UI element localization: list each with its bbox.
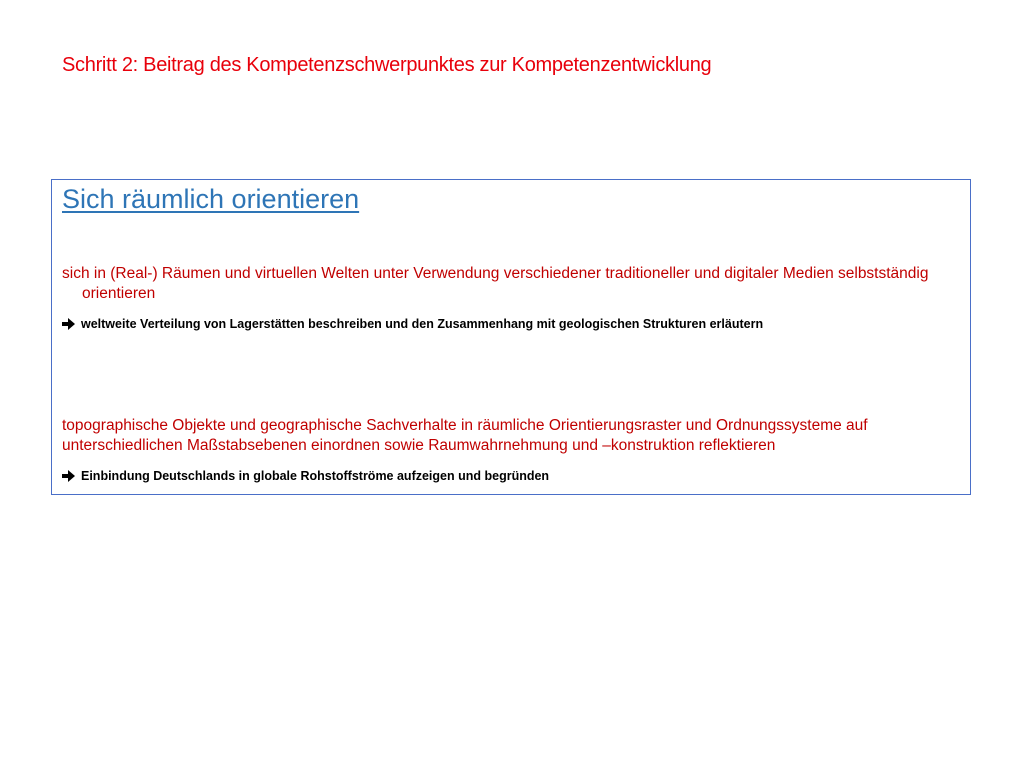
- slide-title: Schritt 2: Beitrag des Kompetenzschwerpunktes zur Kompetenzentwicklung: [62, 54, 712, 76]
- box-heading: Sich räumlich orientieren: [62, 184, 360, 214]
- bullet-text-2: Einbindung Deutschlands in globale Rohstoffströme aufzeigen und begründen: [81, 469, 550, 483]
- competence-description-1: sich in (Real-) Räumen und virtuellen Welten unter Verwendung verschiedener traditioneller und digitaler Medien selbstständig orientieren: [62, 265, 929, 302]
- competence-box: [51, 179, 971, 495]
- bullet-text-1: weltweite Verteilung von Lagerstätten beschreiben und den Zusammenhang mit geologischen Strukturen erläutern: [81, 317, 764, 331]
- right-arrow-icon: [62, 470, 75, 482]
- bullet-item-1: [62, 317, 763, 331]
- competence-description-2: topographische Objekte und geographische Sachverhalte in räumliche Orientierungsraster und Ordnungssysteme auf unterschiedlichen Maßstabsebenen einordnen sowie Raumwahrnehmung und –konstruktion reflektieren: [62, 417, 868, 454]
- right-arrow-icon: [62, 318, 75, 330]
- bullet-item-2: [62, 469, 549, 483]
